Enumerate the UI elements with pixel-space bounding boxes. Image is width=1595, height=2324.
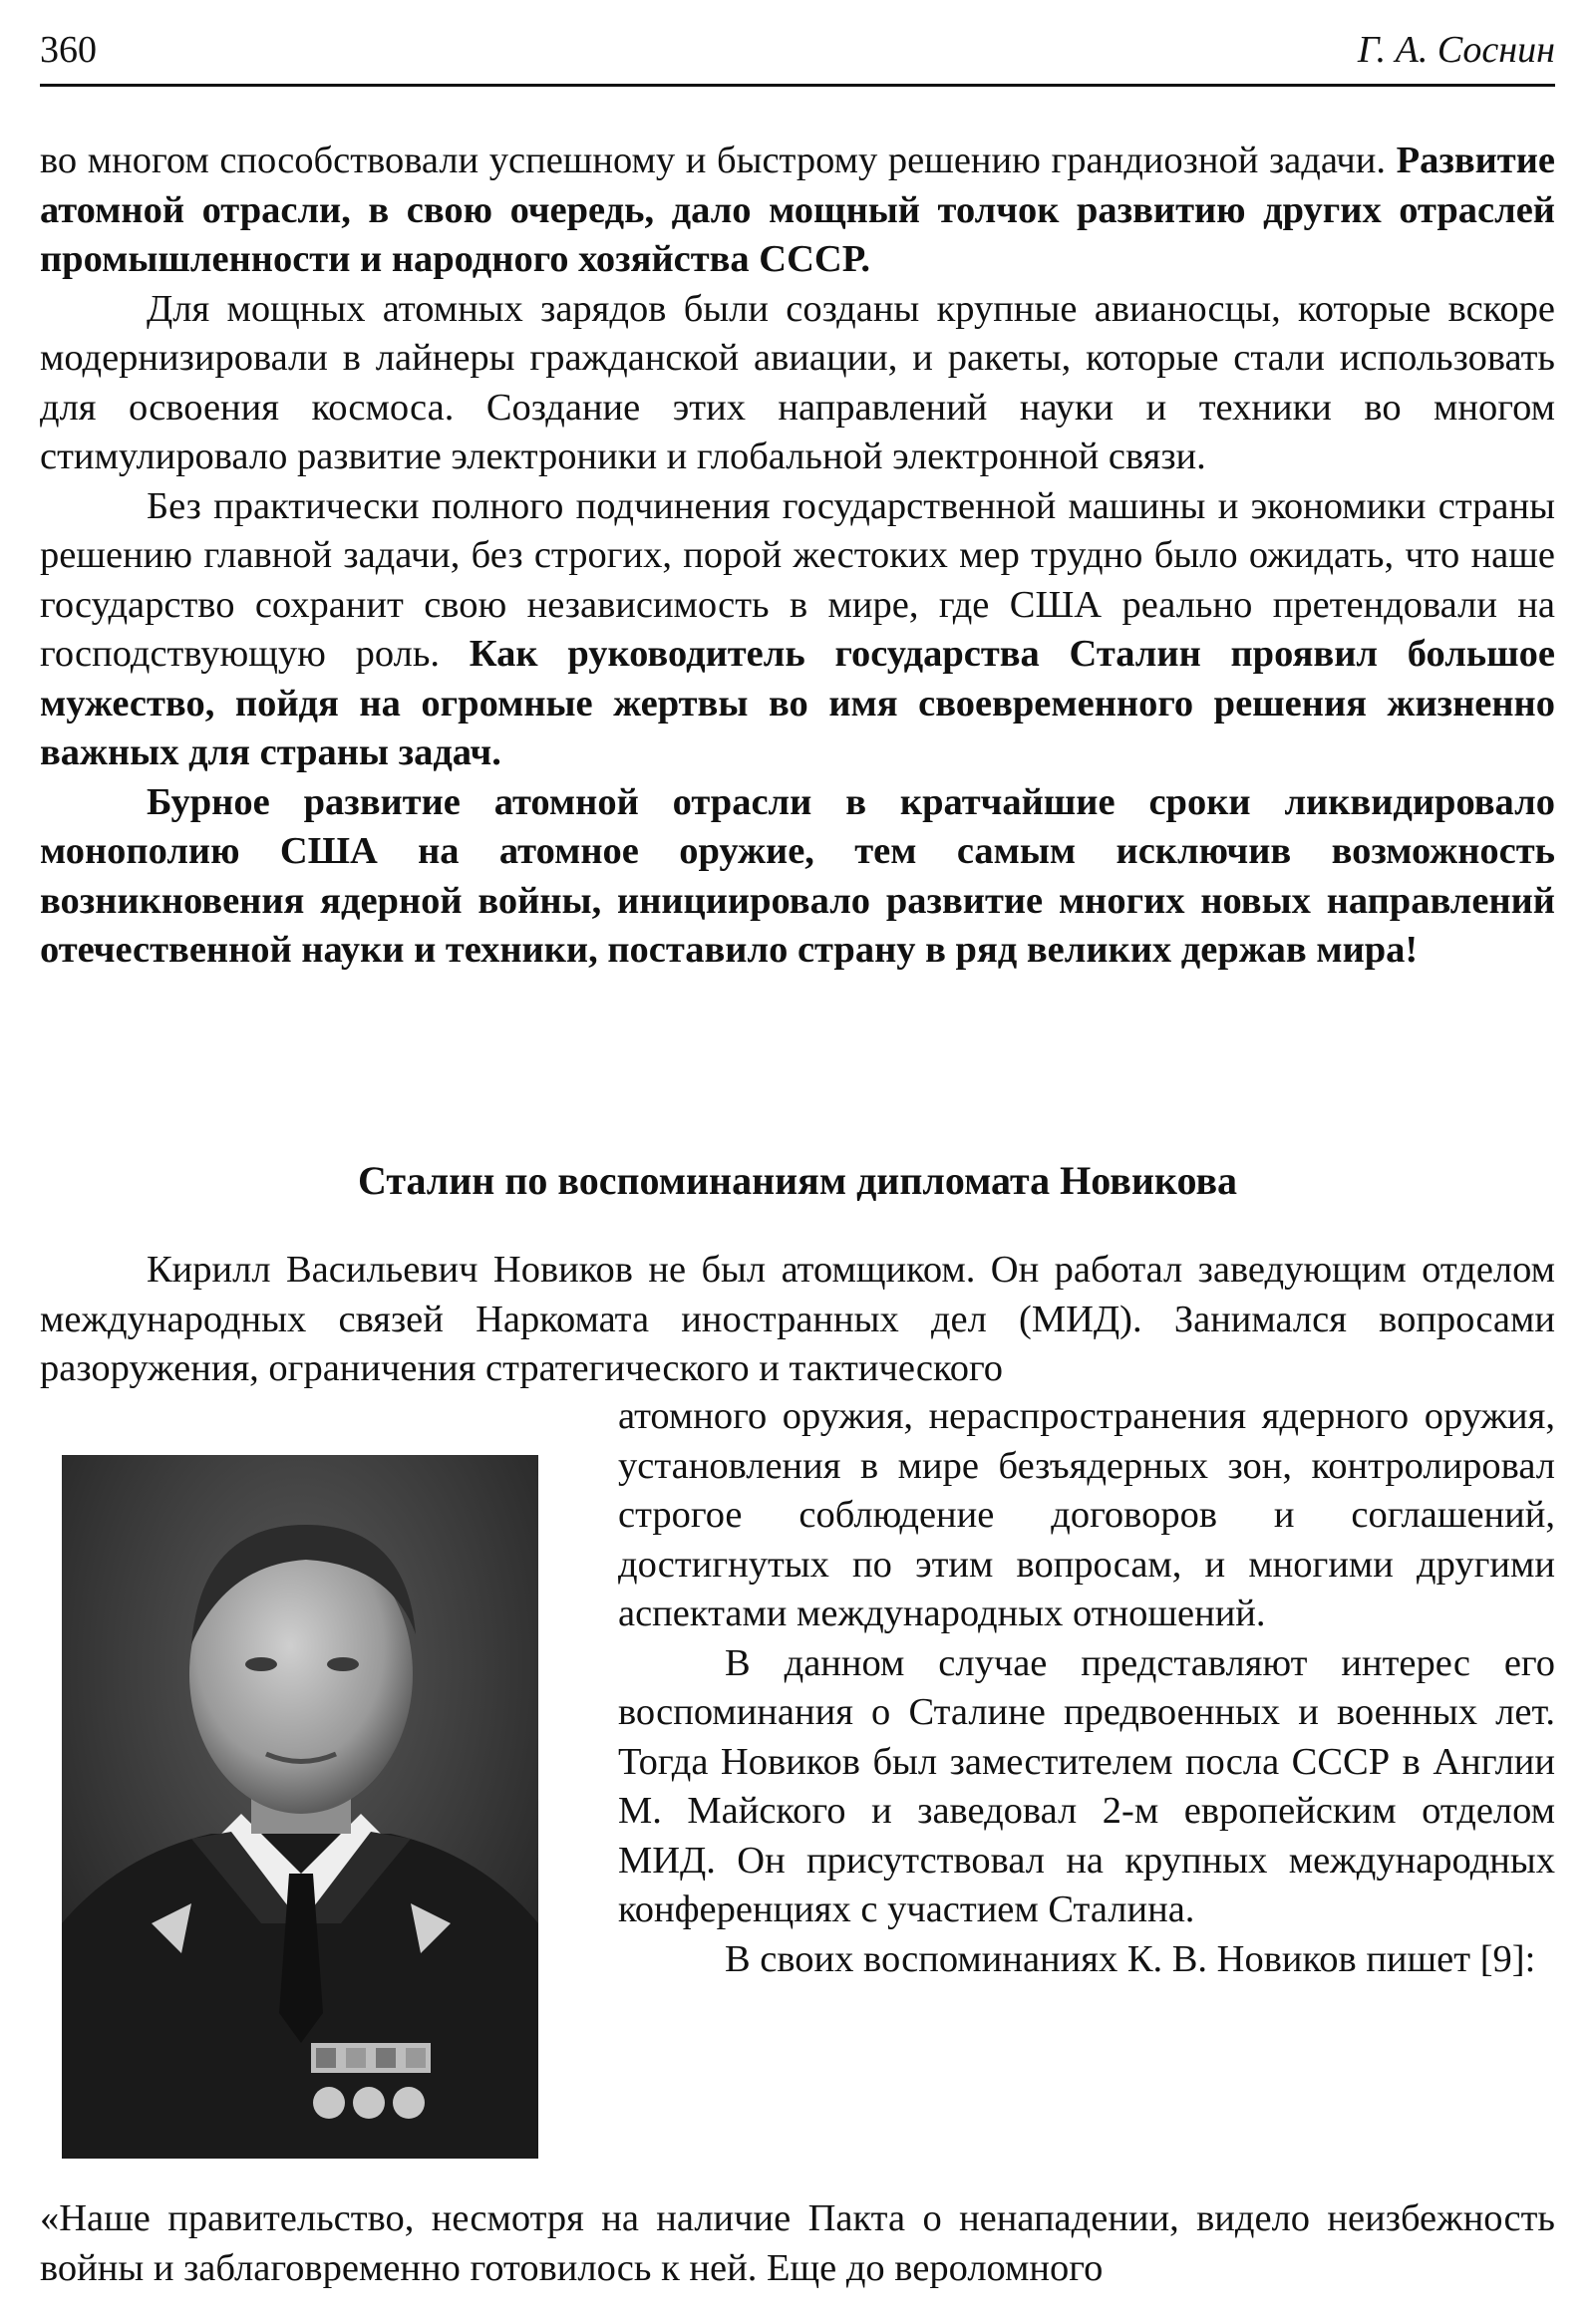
paragraph-1 [40, 137, 1555, 285]
paragraph-1-bold: Развитие атомной отрасли, в свою очередь, дало мощный толчок развитию других отраслей промышленности и народного хозяйства СССР. [40, 140, 1555, 280]
wrap-paragraph-2: В данном случае представляют интерес его воспоминания о Сталине предвоенных и военных лет. Тогда Новиков был заместителем посла СССР в Англии М. Майского и заведовал 2-м европейским отделом МИД. Он присутствовал на крупных международных конференциях с участием Сталина. [618, 1641, 1555, 1930]
wrap-paragraph-1: атомного оружия, нераспространения ядерного оружия, установления в мире безъядерных зон, контролировал строгое соблюдение договоров и соглашений, достигнутых по этим вопросам, и многими другими аспектами международных отношений. [618, 1395, 1555, 1634]
section-title: Сталин по воспоминаниям дипломата Новикова [357, 1158, 1238, 1203]
portrait-image [62, 1455, 538, 2159]
paragraph-3-regular: Без практически полного подчинения государственной машины и экономики страны решению главной задачи, без строгих, порой жестоких мер трудно было ожидать, что наше государство сохранит свою независимость в мире, где США реально претендовали на господствующую роль. [40, 484, 1555, 675]
top-text-block [40, 137, 1555, 976]
paragraph-3-bold: Как руководитель государства Сталин проявил большое мужество, пойдя на огромные жертвы во имя своевременного решения жизненно важных для страны задач. [40, 633, 1556, 773]
intro-paragraph: Кирилл Васильевич Новиков не был атомщиком. Он работал заведующим отделом международных связей Наркомата иностранных дел (МИД). Занимался вопросами разоружения, ограничения стратегического и тактического [40, 1249, 1555, 1389]
book-page [40, 0, 1555, 2324]
paragraph-1-regular: во многом способствовали успешному и быстрому решению грандиозной задачи. [40, 140, 1397, 181]
bottom-text-block [40, 2194, 1555, 2293]
section-intro [40, 1246, 1555, 1394]
paragraph-4: Бурное развитие атомной отрасли в кратчайшие сроки ликвидировало монополию США на атомное оружие, тем самым исключив возможность возникновения ядерной войны, инициировало развитие многих новых направлений отечественной науки и техники, поставило страну в ряд великих держав мира! [40, 780, 1555, 971]
running-head [40, 28, 1555, 78]
paragraph-2: Для мощных атомных зарядов были созданы крупные авианосцы, которые вскоре модернизировали в лайнеры гражданской авиации, и ракеты, которые стали использовать для освоения космоса. Создание этих направлений науки и техники во многом стимулировало развитие электроники и глобальной электронной связи. [40, 287, 1555, 477]
running-head-author: Г. А. Соснин [1357, 29, 1555, 71]
paragraph-3 [40, 482, 1555, 778]
header-rule [40, 84, 1555, 87]
page-number: 360 [40, 29, 97, 71]
wrapped-text-block [618, 1392, 1555, 1984]
quote-paragraph: «Наше правительство, несмотря на наличие Пакта о ненападении, видело неизбежность войны и заблаговременно готовилось к ней. Еще до вероломного [40, 2197, 1555, 2289]
portrait-photo [62, 1455, 538, 2159]
wrap-paragraph-3: В своих воспоминаниях К. В. Новиков пишет [9]: [725, 1937, 1536, 1980]
